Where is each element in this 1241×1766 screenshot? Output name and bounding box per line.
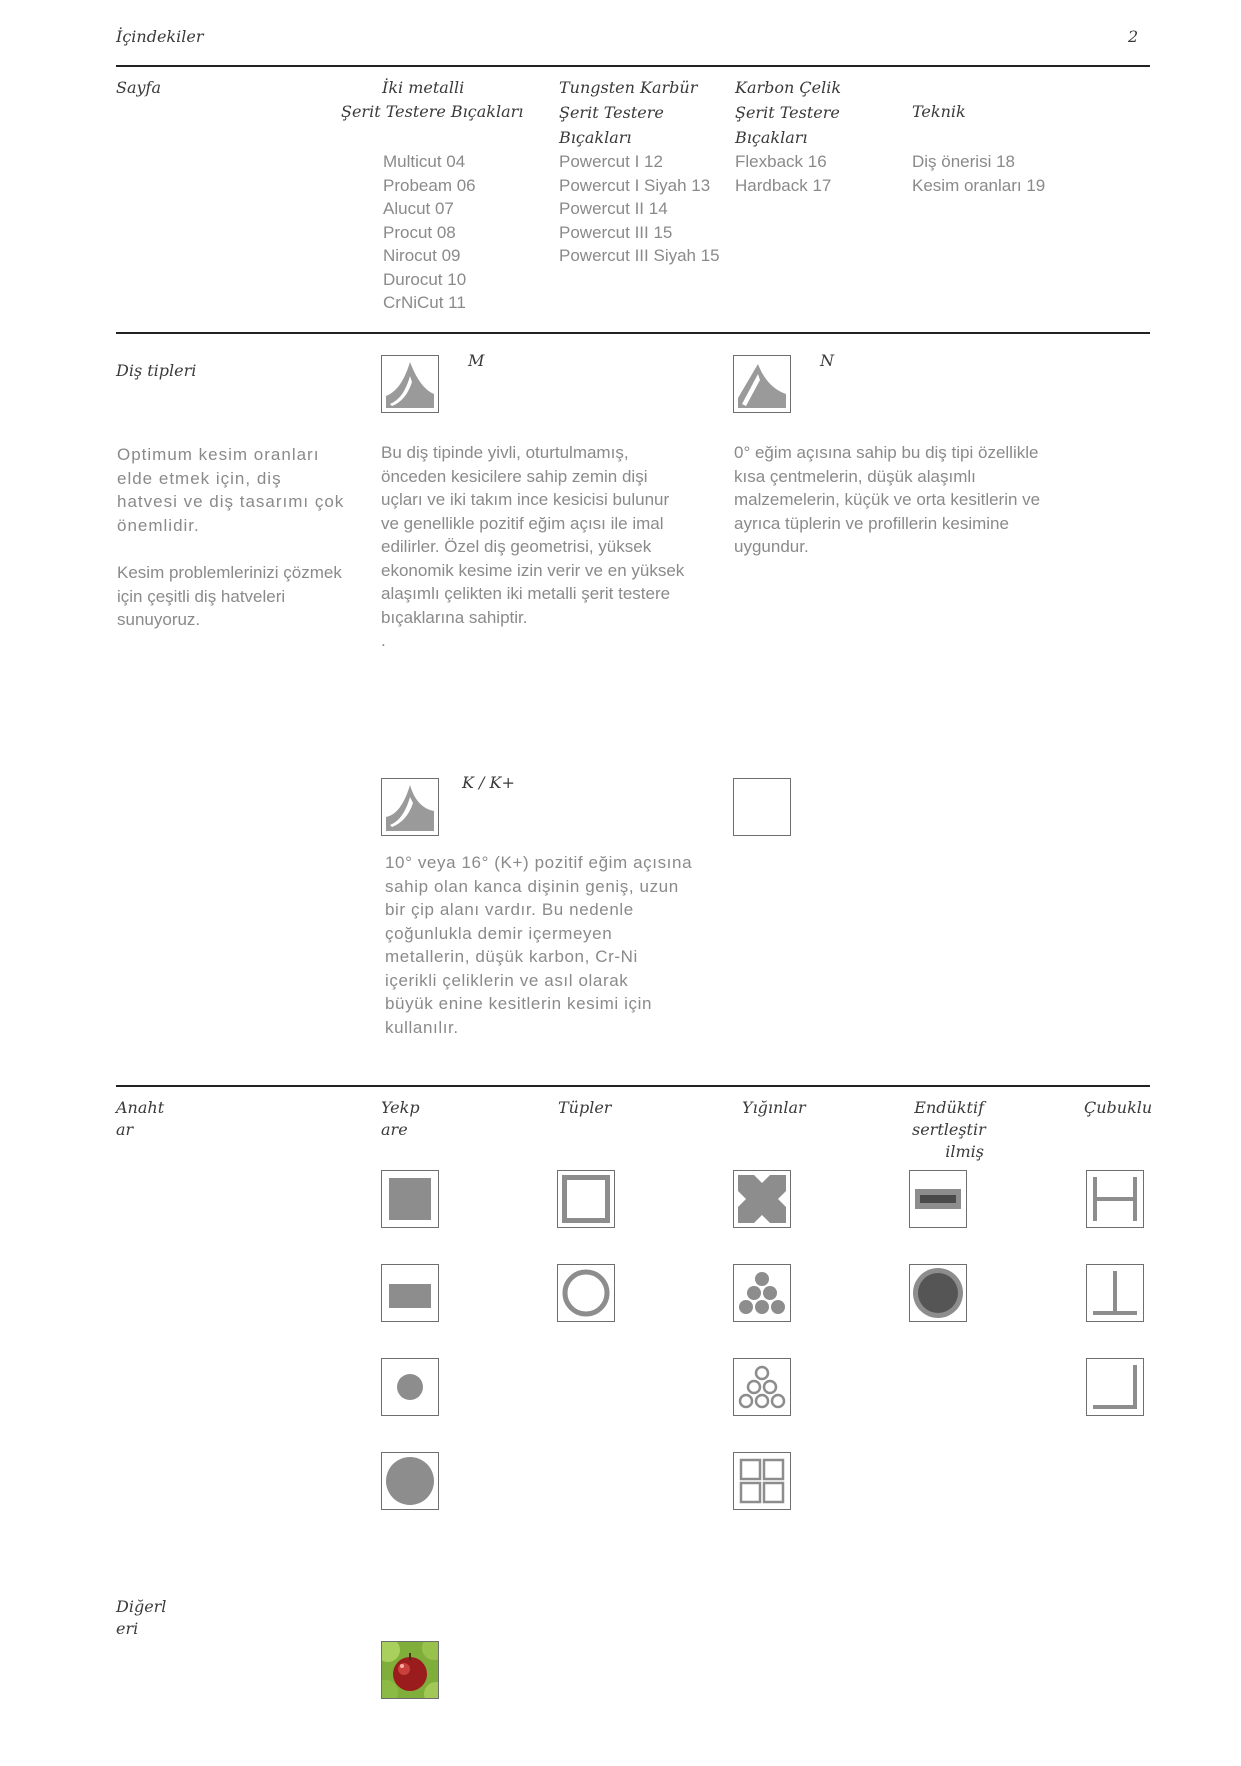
page-number: 2 — [1128, 27, 1139, 46]
list-item[interactable]: Multicut 04 — [383, 152, 466, 171]
heading-line: Yekp — [381, 1098, 420, 1117]
solid-small-round-icon — [381, 1358, 439, 1416]
tooth-rule — [116, 1085, 1150, 1087]
list-item[interactable]: Powercut II 14 — [559, 199, 668, 218]
bundle-solid-rounds-icon — [733, 1264, 791, 1322]
col4-heading: Teknik — [912, 102, 966, 121]
col2-heading-line3: Bıçakları — [559, 128, 632, 147]
tooth-types-label: Diş tipleri — [116, 361, 197, 380]
col2-heading-line2: Şerit Testere — [559, 103, 664, 122]
header-title: İçindekiler — [116, 27, 204, 46]
heading-line: Endüktif — [914, 1098, 984, 1117]
tooth-m-icon — [381, 355, 439, 413]
list-item[interactable]: Powercut I Siyah 13 — [559, 175, 711, 195]
col3-list — [735, 150, 831, 197]
tooth-n-icon — [733, 355, 791, 413]
round-tube-icon — [557, 1264, 615, 1322]
col1-heading-line1: İki metalli — [382, 78, 465, 97]
list-item[interactable]: Probeam 06 — [383, 175, 476, 195]
hardened-round-icon — [909, 1264, 967, 1322]
list-item[interactable]: Nirocut 09 — [383, 246, 461, 265]
key-col-solid-heading — [381, 1097, 420, 1141]
square-tube-icon — [557, 1170, 615, 1228]
key-col-profiles-heading: Çubuklu — [1084, 1098, 1153, 1117]
list-item[interactable]: Hardback 17 — [735, 175, 832, 195]
others-label — [116, 1596, 166, 1640]
tooth-k-label: K / K+ — [462, 773, 515, 792]
tooth-k-icon — [381, 778, 439, 836]
tooth-n-text: 0° eğim açısına sahip bu diş tipi özellikle kısa çentmelerin, düşük alaşımlı malzemelerin, küçük ve orta kesitlerin ve ayrıca tüplerin ve profillerin kesimine uygundur. — [734, 443, 1041, 556]
bundle-squares-icon — [733, 1170, 791, 1228]
col1-list — [383, 150, 476, 315]
list-item[interactable]: Powercut III 15 — [559, 222, 673, 242]
col3-heading-line3: Bıçakları — [735, 128, 808, 147]
list-item[interactable]: Powercut I 12 — [559, 152, 663, 171]
key-col-bundles-heading: Yığınlar — [742, 1098, 806, 1117]
hardened-flat-icon — [909, 1170, 967, 1228]
col2-list — [559, 150, 720, 268]
col1-heading-line2: Şerit Testere Bıçakları — [341, 102, 524, 121]
col3-heading-line2: Şerit Testere — [735, 103, 840, 122]
key-col-hardened-heading — [912, 1097, 984, 1163]
intro-text-2: Kesim problemlerinizi çözmek için çeşitli diş hatveleri sunuyoruz. — [117, 563, 342, 629]
col2-heading-line1: Tungsten Karbür — [559, 78, 698, 97]
heading-line: ilmiş — [945, 1142, 984, 1161]
solid-rectangle-icon — [381, 1264, 439, 1322]
empty-icon-box — [733, 778, 791, 836]
list-item[interactable]: Flexback 16 — [735, 152, 827, 171]
key-label-line2: ar — [116, 1120, 134, 1139]
bundle-square-tubes-icon — [733, 1452, 791, 1510]
list-item[interactable]: Alucut 07 — [383, 199, 454, 218]
others-label-line1: Diğerl — [116, 1597, 167, 1616]
contents-label: Sayfa — [116, 78, 161, 97]
bundle-tube-rounds-icon — [733, 1358, 791, 1416]
t-profile-icon — [1086, 1264, 1144, 1322]
tooth-k-text: 10° veya 16° (K+) pozitif eğim açısına sahip olan kanca dişinin geniş, uzun bir çip alanı vardır. Bu nedenle çoğunlukla demir içermeyen metallerin, düşük karbon, Cr-Ni içerikli çeliklerin ve asıl olarak büyük enine kesitlerin kesimi için kullanılır. — [385, 853, 693, 1037]
intro-text-1: Optimum kesim oranları elde etmek için, diş hatvesi ve diş tasarımı çok önemlidir. — [117, 445, 345, 535]
col4-list — [912, 150, 1045, 197]
col3-heading-line1: Karbon Çelik — [735, 78, 842, 97]
list-item[interactable]: Durocut 10 — [383, 269, 467, 289]
key-label-line1: Anaht — [116, 1098, 165, 1117]
contents-rule — [116, 332, 1150, 334]
solid-large-round-icon — [381, 1452, 439, 1510]
solid-square-icon — [381, 1170, 439, 1228]
key-label — [116, 1097, 164, 1141]
heading-line: are — [381, 1120, 408, 1139]
heading-line: sertleştir — [912, 1120, 986, 1139]
tooth-m-text: Bu diş tipinde yivli, oturtulmamış, önceden kesicilere sahip zemin dişi uçları ve iki takım ince kesicisi bulunur ve genellikle pozitif eğim açısı ile imal edilirler. Özel diş geometrisi, yüksek ekonomik kesime izin verir ve en yüksek alaşımlı çelikten iki metalli şerit testere bıçaklarına sahiptir. . — [381, 443, 685, 650]
angle-profile-icon — [1086, 1358, 1144, 1416]
list-item[interactable]: Powercut III Siyah 15 — [559, 246, 720, 265]
list-item[interactable]: CrNiCut 11 — [383, 293, 466, 312]
tooth-m-label: M — [468, 351, 485, 370]
key-col-tubes-heading: Tüpler — [558, 1098, 612, 1117]
apple-photo-icon — [381, 1641, 439, 1699]
tooth-n-label: N — [820, 351, 834, 370]
others-label-line2: eri — [116, 1619, 139, 1638]
list-item[interactable]: Kesim oranları 19 — [912, 175, 1046, 195]
list-item[interactable]: Diş önerisi 18 — [912, 152, 1015, 171]
header-rule — [116, 65, 1150, 67]
h-beam-icon — [1086, 1170, 1144, 1228]
list-item[interactable]: Procut 08 — [383, 222, 456, 242]
